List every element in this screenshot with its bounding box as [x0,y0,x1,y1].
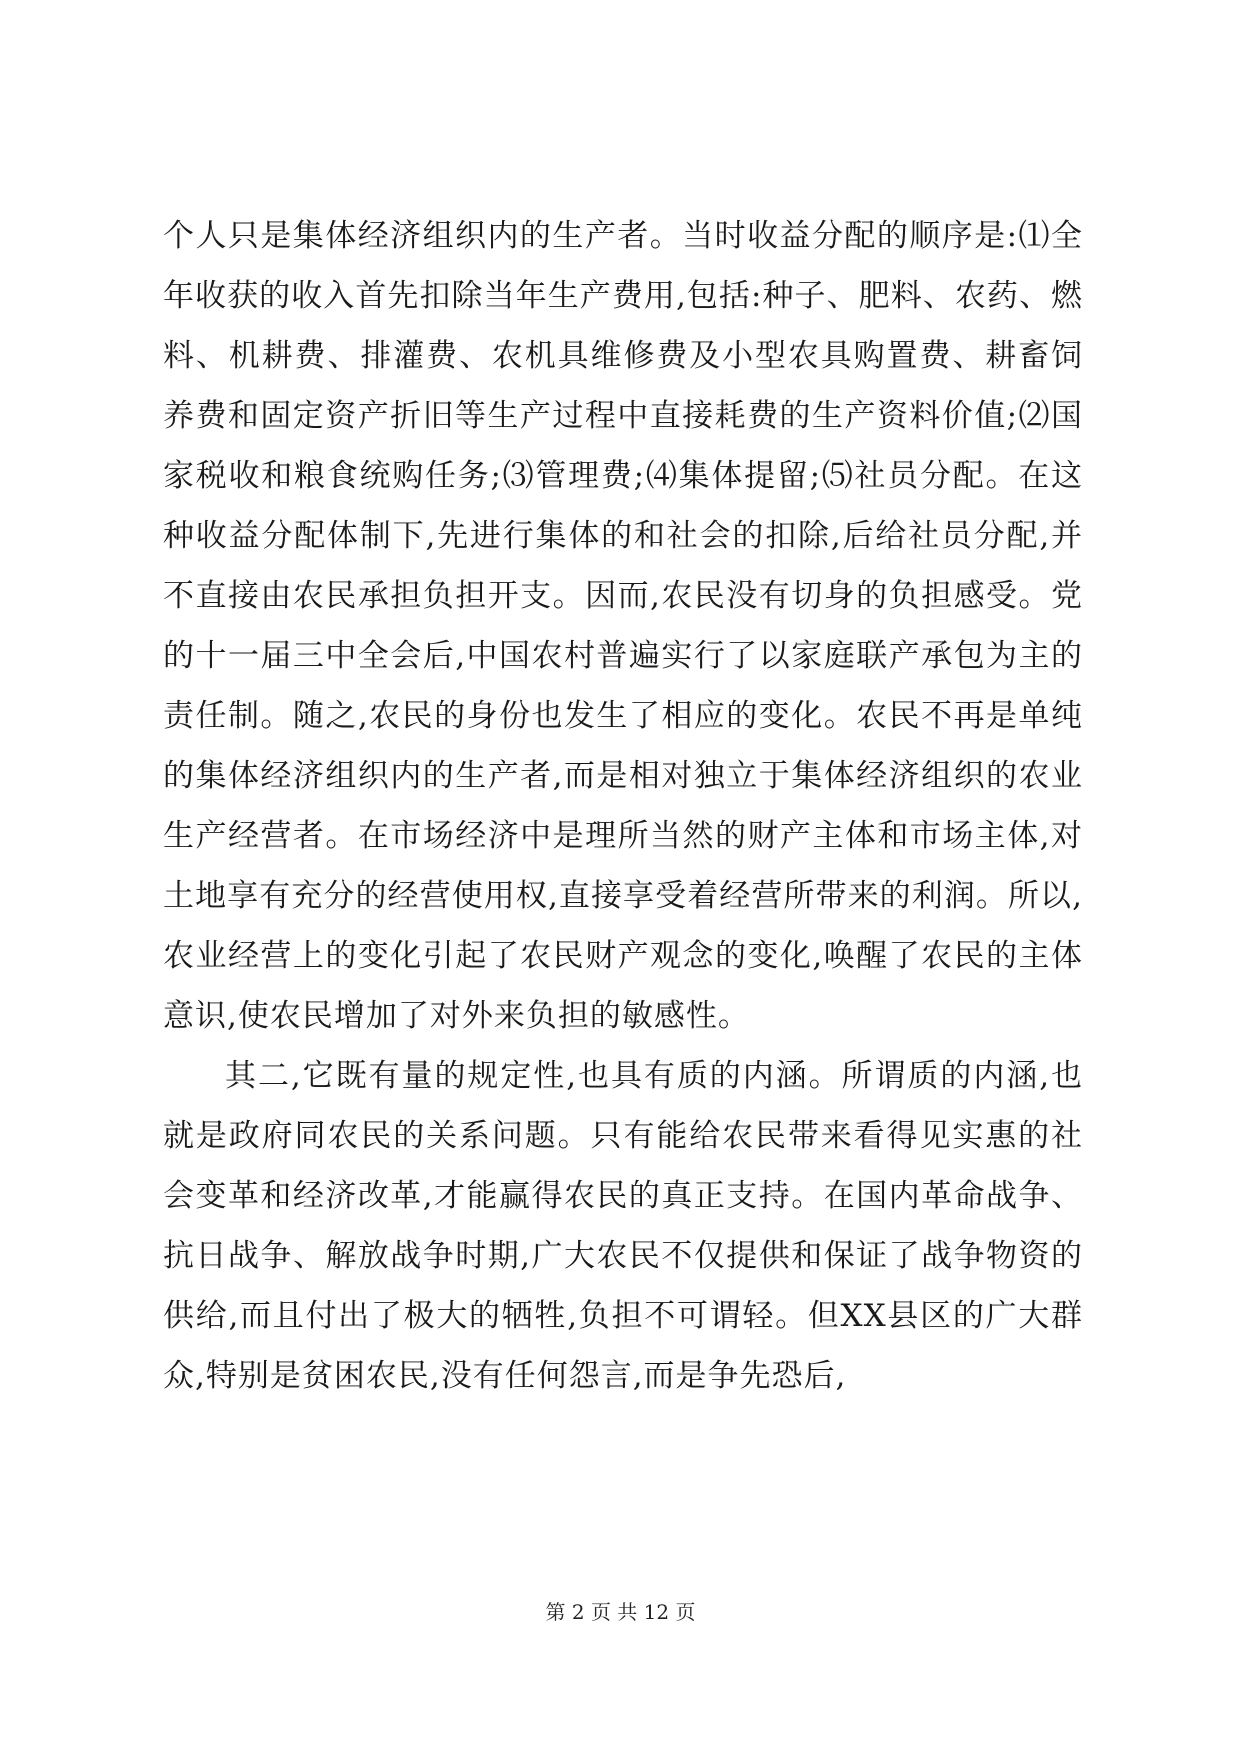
page-number-footer: 第 2 页 共 12 页 [545,1600,696,1624]
paragraph-second-point: 其二,它既有量的规定性,也具有质的内涵。所谓质的内涵,也就是政府同农民的关系问题。只有能给农民带来看得见实惠的社会变革和经济改革,才能赢得农民的真正支持。在国内革命战争、抗日战争、解放战争时期,广大农民不仅提供和保证了战争物资的供给,而且付出了极大的牺牲,负担不可谓轻。但XX县区的广大群众,特别是贫困农民,没有任何怨言,而是争先恐后, [163,1058,1083,1394]
paragraph-continued: 个人只是集体经济组织内的生产者。当时收益分配的顺序是:⑴全年收获的收入首先扣除当年生产费用,包括:种子、肥料、农药、燃料、机耕费、排灌费、农机具维修费及小型农具购置费、耕畜饲养费和固定资产折旧等生产过程中直接耗费的生产资料价值;⑵国家税收和粮食统购任务;⑶管理费;⑷集体提留;⑸社员分配。在这种收益分配体制下,先进行集体的和社会的扣除,后给社员分配,并不直接由农民承担负担开支。因而,农民没有切身的负担感受。党的十一届三中全会后,中国农村普遍实行了以家庭联产承包为主的责任制。随之,农民的身份也发生了相应的变化。农民不再是单纯的集体经济组织内的生产者,而是相对独立于集体经济组织的农业生产经营者。在市场经济中是理所当然的财产主体和市场主体,对土地享有充分的经营使用权,直接享受着经营所带来的利润。所以,农业经营上的变化引起了农民财产观念的变化,唤醒了农民的主体意识,使农民增加了对外来负担的敏感性。 [163,218,1083,1034]
body-text [163,206,1083,1406]
